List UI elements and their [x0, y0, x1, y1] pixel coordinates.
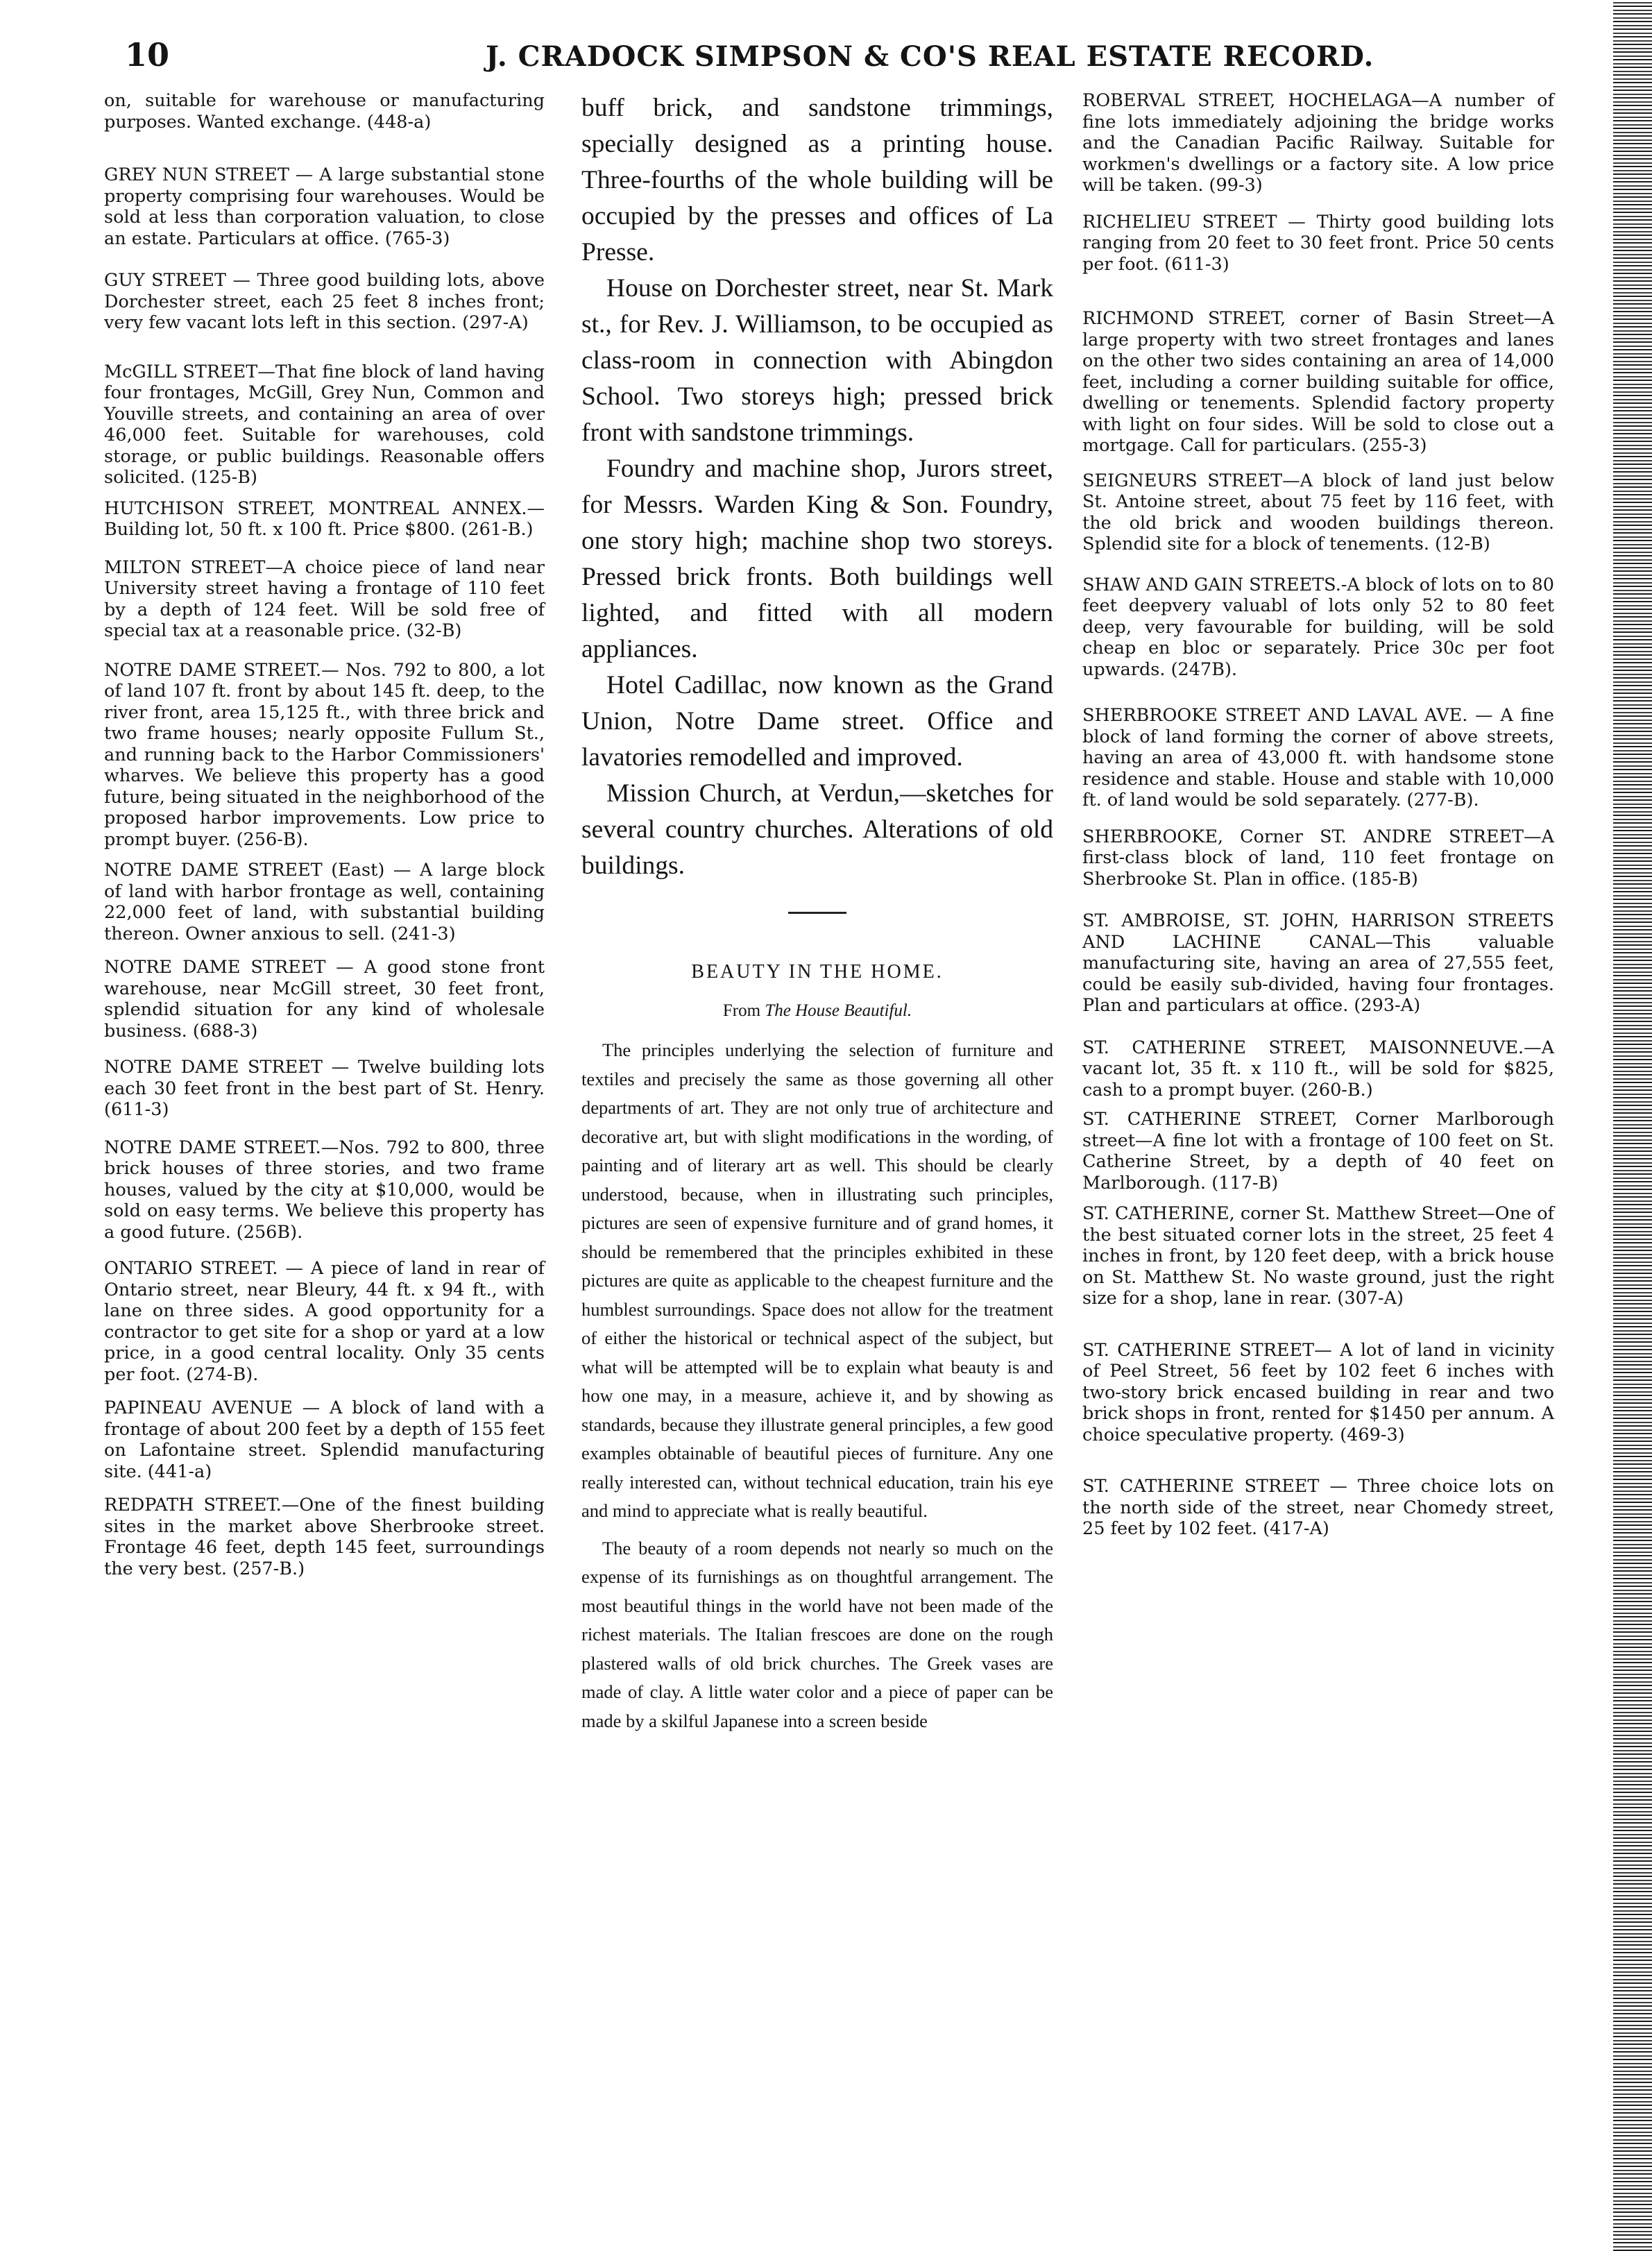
architect-note-paragraph: Foundry and machine shop, Jurors street, for Messrs. Warden King & Son. Foundry, one story high; machine shop two storeys. Pressed brick fronts. Both buildings well lighted, and fitted with all modern appliances. — [581, 455, 1053, 663]
running-head: J. CRADOCK SIMPSON & CO'S REAL ESTATE RECORD. — [486, 40, 1374, 73]
architect-note-paragraph: buff brick, and sandstone trimmings, specially designed as a printing house. Three-fourths of the whole building will be occupied by the presses and offices of La Presse. — [581, 94, 1053, 266]
listing: ST. CATHERINE STREET— A lot of land in vicinity of Peel Street, 56 feet by 102 feet 6 inches with two-story brick encased building in rear and two brick shops in front, rented for $1450 per annum. A choice speculative property. (469-3) — [1082, 1339, 1554, 1445]
listing: MILTON STREET—A choice piece of land near University street having a frontage of 110 feet by a depth of 124 feet. Will be sold free of special tax at a reasonable price. (32-B) — [104, 557, 545, 641]
article-paragraph: The principles underlying the selection of furniture and textiles and precisely the same as those governing all other departments of art. They are not only true of architecture and decorative art, but with slight modifications in the wording, of painting and of literary art as well. This should be clearly understood, because, when in illustrating such principles, pictures are seen of expensive furniture and of grand homes, it should be remembered that the principles exhibited in these pictures are quite as applicable to the cheapest furniture and the humblest surroundings. Space does not allow for the treatment of either the historical or technical aspect of the subject, but what will be attempted will be to explain what beauty is and how one may, in a measure, achieve it, and by showing as standards, because they illustrate general principles, a few good examples obtainable of beautiful pieces of furniture. Any one really interested can, without technical education, train his eye and mind to appreciate what is really beautiful. — [581, 1039, 1053, 1521]
listing: RICHMOND STREET, corner of Basin Street—A large property with two street frontages and lanes on the other two sides containing an area of 14,000 feet, including a corner building suitable for office, dwelling or tenements. Splendid factory property with light on four sides. Will be sold to close out a mortgage. Call for particulars. (255-3) — [1082, 308, 1554, 456]
listing: SHERBROOKE, Corner ST. ANDRE STREET—A first-class block of land, 110 feet frontage on Sherbrooke St. Plan in office. (185-B) — [1082, 826, 1554, 890]
listing: SHAW AND GAIN STREETS.-A block of lots on to 80 feet deepvery valuabl of lots only 52 to 80 feet deep, very favourable for building, will be sold cheap en bloc or separately. Price 30c per foot upwards. (247B). — [1082, 574, 1554, 680]
listing: NOTRE DAME STREET — Twelve building lots each 30 feet front in the best part of St. Henry. (611-3) — [104, 1057, 545, 1120]
listing: ST. CATHERINE STREET — Three choice lots on the north side of the street, near Chomedy street, 25 feet by 102 feet. (417-A) — [1082, 1476, 1554, 1539]
architect-note-paragraph: Hotel Cadillac, now known as the Grand Union, Notre Dame street. Office and lavatories remodelled and improved. — [581, 671, 1053, 772]
listing: GREY NUN STREET — A large substantial stone property comprising four warehouses. Would be sold at less than corporation valuation, to close an estate. Particulars at office. (765-3) — [104, 164, 545, 249]
page-number: 10 — [125, 36, 170, 74]
listing: PAPINEAU AVENUE — A block of land with a frontage of about 200 feet by a depth of 155 feet on Lafontaine street. Splendid manufacturing site. (441-a) — [104, 1398, 545, 1482]
architect-note-paragraph: Mission Church, at Verdun,—sketches for several country churches. Alterations of old buildings. — [581, 779, 1053, 880]
listing: ST. CATHERINE STREET, Corner Marlborough street—A fine lot with a frontage of 100 feet on St. Catherine Street, by a depth of 40 feet on Marlborough. (117-B) — [1082, 1109, 1554, 1194]
listing: ST. AMBROISE, ST. JOHN, HARRISON STREETS AND LACHINE CANAL—This valuable manufacturing site, having an area of 27,555 feet, could be easily sub-divided, having four frontages. Plan and particulars at office. (293-A) — [1082, 910, 1554, 1016]
listing: NOTRE DAME STREET — A good stone front warehouse, near McGill street, 30 feet front, splendid situation for any kind of wholesale business. (688-3) — [104, 957, 545, 1042]
listing: GUY STREET — Three good building lots, above Dorchester street, each 25 feet 8 inches front; very few vacant lots left in this section. (297-A) — [104, 270, 545, 333]
listing: on, suitable for warehouse or manufacturing purposes. Wanted exchange. (448-a) — [104, 90, 545, 133]
listing: RICHELIEU STREET — Thirty good building lots ranging from 20 feet to 30 feet front. Price 50 cents per foot. (611-3) — [1082, 211, 1554, 275]
listing: ST. CATHERINE STREET, MAISONNEUVE.—A vacant lot, 35 ft. x 110 ft., will be sold for $825, cash to a prompt buyer. (260-B.) — [1082, 1037, 1554, 1101]
listing: ST. CATHERINE, corner St. Matthew Street—One of the best situated corner lots in the street, 25 feet 4 inches in front, by 120 feet deep, with a brick house on St. Matthew St. No waste ground, just the right size for a shop, lane in rear. (307-A) — [1082, 1203, 1554, 1309]
listing: HUTCHISON STREET, MONTREAL ANNEX.—Building lot, 50 ft. x 100 ft. Price $800. (261-B.) — [104, 498, 545, 540]
architect-note-paragraph: House on Dorchester street, near St. Mark st., for Rev. J. Williamson, to be occupied as class-room in connection with Abingdon School. Two storeys high; pressed brick front with sandstone trimmings. — [581, 274, 1053, 447]
left-column — [104, 90, 545, 1579]
scan-edge-texture — [1613, 0, 1652, 2251]
article-title: BEAUTY IN THE HOME. — [691, 961, 944, 983]
section-divider — [788, 912, 846, 914]
listing: ROBERVAL STREET, HOCHELAGA—A number of fine lots immediately adjoining the bridge works and the Canadian Pacific Railway. Suitable for workmen's dwellings or a factory site. A low price will be taken. (99-3) — [1082, 90, 1554, 196]
article-source: From The House Beautiful. — [722, 1001, 912, 1020]
listing: SEIGNEURS STREET—A block of land just below St. Antoine street, about 75 feet by 116 feet, with the old brick and wooden buildings thereon. Splendid site for a block of tenements. (12-B) — [1082, 470, 1554, 554]
right-column — [1082, 90, 1554, 1540]
article-paragraph: The beauty of a room depends not nearly so much on the expense of its furnishings as on thoughtful arrangement. The most beautiful things in the world have not been made of the richest materials. The Italian frescoes are done on the rough plastered walls of old brick churches. The Greek vases are made of clay. A little water color and a piece of paper can be made by a skilful Japanese into a screen beside — [581, 1537, 1053, 1731]
listing: McGILL STREET—That fine block of land having four frontages, McGill, Grey Nun, Common and Youville streets, and containing an area of over 46,000 feet. Suitable for warehouses, cold storage, or public buildings. Reasonable offers solicited. (125-B) — [104, 361, 545, 488]
page-header — [125, 36, 1374, 78]
listing: NOTRE DAME STREET.— Nos. 792 to 800, a lot of land 107 ft. front by about 145 ft. deep, to the river front, area 15,125 ft., with three brick and two frame houses; nearly opposite Fullum St., and running back to the Harbor Commissioners' wharves. We believe this property has a good future, being situated in the neighborhood of the proposed harbor improvements. Low price to prompt buyer. (256-B). — [104, 659, 545, 850]
listing: NOTRE DAME STREET (East) — A large block of land with harbor frontage as well, containing 22,000 feet of land, with substantial building thereon. Owner anxious to sell. (241-3) — [104, 860, 545, 944]
listing: NOTRE DAME STREET.—Nos. 792 to 800, three brick houses of three stories, and two frame houses, valued by the city at $10,000, would be sold on easy terms. We believe this property has a good future. (256B). — [104, 1137, 545, 1243]
listing: SHERBROOKE STREET AND LAVAL AVE. — A fine block of land forming the corner of above streets, having an area of 43,000 ft. with handsome stone residence and stable. House and stable with 10,000 ft. of land would be sold separately. (277-B). — [1082, 705, 1554, 810]
listing: ONTARIO STREET. — A piece of land in rear of Ontario street, near Bleury, 44 ft. x 94 ft., with lane on three sides. A good opportunity for a contractor to get site for a shop or yard at a low price, in a good central locality. Only 35 cents per foot. (274-B). — [104, 1258, 545, 1385]
listing: REDPATH STREET.—One of the finest building sites in the market above Sherbrooke street. Frontage 46 feet, depth 145 feet, surroundings the very best. (257-B.) — [104, 1495, 545, 1579]
middle-column — [581, 90, 1053, 1744]
